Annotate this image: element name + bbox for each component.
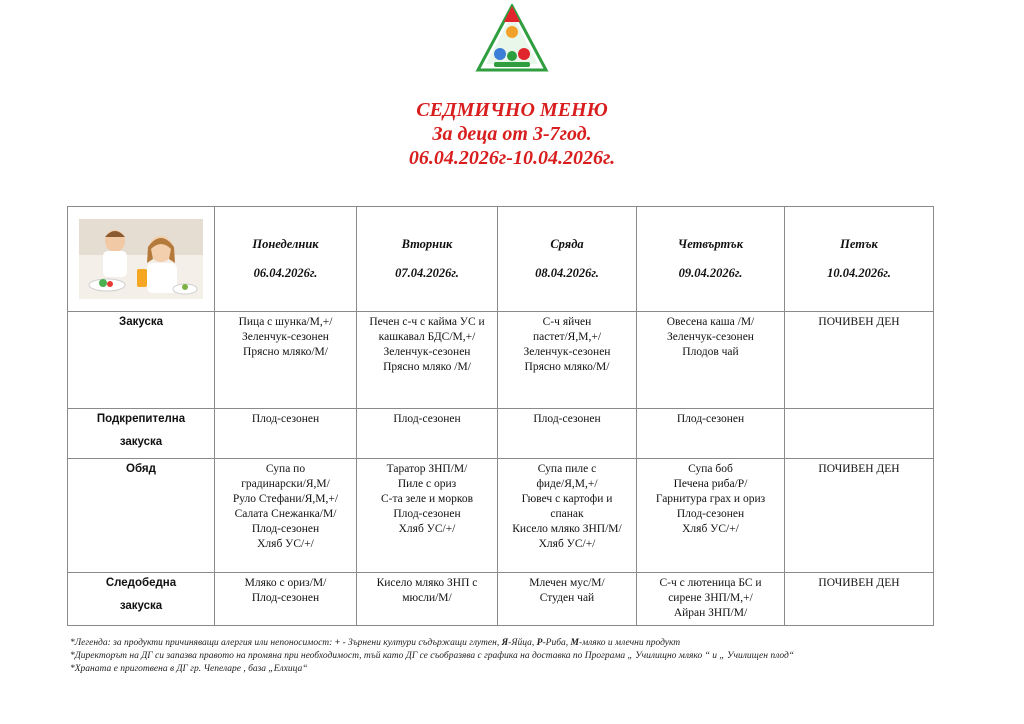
menu-cell — [215, 459, 357, 573]
legend-text: -Яйца, — [508, 638, 537, 648]
dish-line: фиде/Я,М,+/ — [536, 478, 598, 490]
dish-line: Плод-сезонен — [676, 413, 745, 425]
dish-line: Хляб УС/+/ — [682, 523, 739, 535]
kitchen-note: *Храната е приготвена в ДГ гр. Чепеларе , база „Елхица“ — [70, 664, 308, 674]
day-name: Четвъртък — [677, 237, 744, 251]
dish-line: Гювеч с картофи и — [521, 493, 613, 505]
dish-line: Зеленчук-сезонен — [667, 331, 754, 343]
legend-text: *Легенда: за продукти причиняващи алергия или непоносимост: — [70, 638, 333, 648]
dish-line: Плод-сезонен — [533, 413, 601, 425]
menu-cell — [637, 409, 785, 459]
day-date: 07.04.2026г. — [395, 266, 459, 280]
menu-cell — [215, 312, 357, 409]
dish-line: Супа пиле с — [537, 463, 597, 475]
dish-line: Овесена каша /М/ — [666, 316, 755, 328]
menu-cell — [637, 459, 785, 573]
day-header-thursday — [637, 207, 785, 312]
dish-line: Супа боб — [688, 463, 733, 475]
kindergarten-logo — [474, 4, 550, 74]
dish-line: Плод-сезонен — [251, 523, 320, 535]
dish-line: Плод-сезонен — [251, 592, 320, 604]
dish-line: Прясно мляко/М/ — [243, 346, 328, 358]
day-header-wednesday — [498, 207, 637, 312]
dish-line: Хляб УС/+/ — [257, 538, 314, 550]
menu-cell — [498, 573, 637, 626]
dish-line: Руло Стефани/Я,М,+/ — [232, 493, 339, 505]
dish-line: ПОЧИВЕН ДЕН — [818, 577, 900, 589]
dish-line: пастет/Я,М,+/ — [532, 331, 602, 343]
dish-line: Млечен мус/М/ — [529, 577, 605, 589]
day-name: Понеделник — [252, 237, 319, 251]
dish-line: Плод-сезонен — [393, 413, 461, 425]
dish-line: Плод-сезонен — [251, 413, 320, 425]
menu-cell — [215, 573, 357, 626]
dish-line: С-ч яйчен — [542, 316, 592, 328]
menu-cell — [498, 312, 637, 409]
day-date: 06.04.2026г. — [253, 266, 318, 280]
meal-label-line-1: Обяд — [126, 463, 156, 475]
title-line-3: 06.04.2026г-10.04.2026г. — [408, 147, 616, 169]
legend-text: -Риба, — [542, 638, 571, 648]
dish-line: ПОЧИВЕН ДЕН — [818, 463, 900, 475]
dish-line: ПОЧИВЕН ДЕН — [818, 316, 900, 328]
day-name: Петък — [840, 237, 878, 251]
legend-symbol: + — [332, 638, 343, 648]
menu-cell — [357, 459, 498, 573]
day-name: Вторник — [401, 237, 453, 251]
weekly-menu-table — [67, 206, 934, 626]
dish-line: С-ч с лютеница БС и — [659, 577, 762, 589]
menu-cell — [498, 459, 637, 573]
meal-row — [68, 409, 934, 459]
meal-row — [68, 459, 934, 573]
dish-line: Хляб УС/+/ — [538, 538, 596, 550]
dish-line: градинарски/Я,М/ — [241, 478, 330, 490]
children-eating-photo — [79, 219, 203, 299]
menu-cell — [498, 409, 637, 459]
meal-label-line-1: Следобедна — [105, 577, 177, 589]
dish-line: Зеленчук-сезонен — [242, 331, 329, 343]
dish-line: Зеленчук-сезонен — [523, 346, 611, 358]
meal-row — [68, 573, 934, 626]
legend-symbol: Р — [536, 638, 543, 648]
dish-line: Таратор ЗНП/М/ — [386, 463, 468, 475]
dish-line: Хляб УС/+/ — [398, 523, 456, 535]
photo-cell — [68, 207, 215, 312]
menu-cell — [785, 312, 934, 409]
menu-cell — [785, 573, 934, 626]
legend-text: -мляко и млечни продукт — [578, 638, 681, 648]
meal-label-line-1: Закуска — [118, 316, 163, 328]
day-header-friday — [785, 207, 934, 312]
meal-label — [68, 409, 215, 459]
menu-cell — [637, 573, 785, 626]
menu-cell — [215, 409, 357, 459]
meal-label — [68, 312, 215, 409]
menu-cell — [357, 409, 498, 459]
allergen-legend — [70, 637, 970, 650]
dish-line: Пица с шунка/М,+/ — [238, 316, 333, 328]
dish-line: сирене ЗНП/М,+/ — [668, 592, 753, 604]
footnotes — [70, 637, 970, 676]
day-name: Сряда — [550, 237, 584, 251]
menu-cell — [785, 459, 934, 573]
dish-line: Плод-сезонен — [393, 508, 461, 520]
dish-line: Прясно мляко /М/ — [383, 361, 471, 373]
dish-line: Мляко с ориз/М/ — [244, 577, 327, 589]
dish-line: Печена риба/Р/ — [673, 478, 748, 490]
dish-line: Гарнитура грах и ориз — [655, 493, 766, 505]
dish-line: Кисело мляко ЗНП с — [376, 577, 478, 589]
menu-cell — [785, 409, 934, 459]
dish-line: Супа по — [265, 463, 306, 475]
legend-symbol: Я — [501, 638, 509, 648]
menu-title — [0, 98, 1024, 170]
dish-line: Айран ЗНП/М/ — [673, 607, 748, 619]
dish-line: Пиле с ориз — [397, 478, 457, 490]
day-date: 09.04.2026г. — [678, 266, 743, 280]
day-header-monday — [215, 207, 357, 312]
meal-row — [68, 312, 934, 409]
day-date: 10.04.2026г. — [827, 266, 891, 280]
menu-cell — [637, 312, 785, 409]
dish-line: Печен с-ч с кайма УС и — [369, 316, 485, 328]
menu-cell — [357, 573, 498, 626]
dish-line: Салата Снежанка/М/ — [234, 508, 337, 520]
dish-line: С-та зеле и морков — [381, 493, 473, 505]
dish-line: спанак — [550, 508, 584, 520]
meal-label-line-2: закуска — [119, 600, 163, 612]
menu-cell — [357, 312, 498, 409]
dish-line: Плод-сезонен — [676, 508, 745, 520]
header-row — [68, 207, 934, 312]
day-header-tuesday — [357, 207, 498, 312]
meal-label-line-2: закуска — [119, 436, 163, 448]
dish-line: кашкавал БДС/М,+/ — [378, 331, 476, 343]
meal-label — [68, 573, 215, 626]
day-date: 08.04.2026г. — [535, 266, 599, 280]
dish-line: Прясно мляко/М/ — [524, 361, 610, 373]
legend-text: - Зърнени култури съдържащи глутен, — [342, 638, 502, 648]
dish-line: Зеленчук-сезонен — [383, 346, 471, 358]
title-line-2: За деца от 3-7год. — [432, 123, 592, 145]
legend-symbol: М — [570, 638, 579, 648]
dish-line: Плодов чай — [682, 346, 739, 358]
dish-line: Студен чай — [539, 592, 595, 604]
dish-line: мюсли/М/ — [402, 592, 452, 604]
dish-line: Кисело мляко ЗНП/М/ — [512, 523, 622, 535]
title-line-1: СЕДМИЧНО МЕНЮ — [416, 99, 608, 121]
meal-label — [68, 459, 215, 573]
meal-label-line-1: Подкрепителна — [96, 413, 186, 425]
director-note: *Директорът на ДГ си запазва правото на промяна при необходимост, тъй като ДГ се съобразява с графика на доставка по Програма „ Училищно мляко “ и „ Училищен плод“ — [70, 651, 795, 661]
